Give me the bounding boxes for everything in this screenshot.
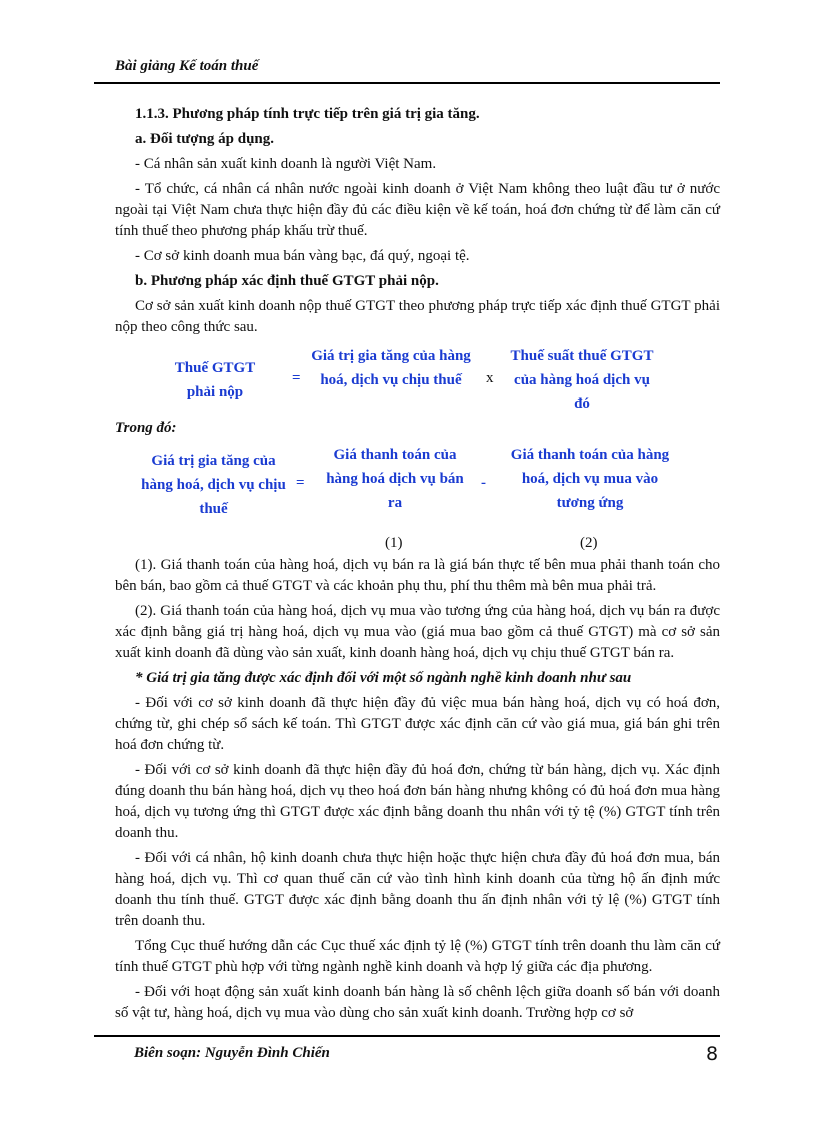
formula2-term2: Giá thanh toán của hàng hoá, dịch vụ mua vào tương ứng xyxy=(510,447,670,511)
subsection-a-heading: a. Đối tượng áp dụng. xyxy=(135,131,275,147)
formula1-term1: Giá trị gia tăng của hàng hoá, dịch vụ chịu thuế xyxy=(311,348,471,388)
footnote-number-1: (1) xyxy=(385,535,403,551)
formula1-term2: Thuế suất thuế GTGT của hàng hoá dịch vụ đó xyxy=(510,348,654,412)
formula2-term1: Giá thanh toán của hàng hoá dịch vụ bán ra xyxy=(326,447,464,511)
footnote-number-2: (2) xyxy=(580,535,598,551)
a-item-3: - Cơ sở kinh doanh mua bán vàng bạc, đá quý, ngoại tệ. xyxy=(135,248,470,264)
paragraph-3: - Đối với cơ sở kinh doanh đã thực hiện đầy đủ việc mua bán hàng hoá, dịch vụ có hoá đơn, chứng từ, ghi chép sổ sách kế toán. Thì GTGT được xác định căn cứ vào giá mua, giá bán ghi trên hoá đơn chứng từ. xyxy=(115,695,720,753)
paragraph-2: (2). Giá thanh toán của hàng hoá, dịch vụ mua vào tương ứng của hàng hoá, dịch vụ bán ra được xác định bằng giá trị hàng hoá, dịch vụ mua vào (giá mua bao gồm cả thuế GTGT) mà cơ sở sản xuất kinh doanh đã dùng vào sản xuất, kinh doanh hàng hoá, dịch vụ chịu thuế GTGT bán ra. xyxy=(115,603,720,661)
paragraph-6: Tổng Cục thuế hướng dẫn các Cục thuế xác định tỷ lệ (%) GTGT tính trên doanh thu làm căn cứ tính thuế GTGT phù hợp với từng ngành nghề kinh doanh và hợp lý giữa các địa phương. xyxy=(115,938,720,975)
formula1-equals: = xyxy=(292,370,301,386)
formula2-equals: = xyxy=(296,475,305,491)
formula-value-added xyxy=(115,443,720,529)
where-label: Trong đó: xyxy=(115,420,177,436)
page-content xyxy=(115,104,720,1028)
page-header-title: Bài giảng Kế toán thuế xyxy=(115,58,259,74)
paragraph-1: (1). Giá thanh toán của hàng hoá, dịch vụ bán ra là giá bán thực tế bên mua phải thanh toán cho bên bán, bao gồm cả thuế GTGT và các khoản phụ thu, phí thu thêm mà bên mua phải trả. xyxy=(115,557,720,594)
formula2-footnote-numbers xyxy=(115,533,720,555)
formula-vat-payable xyxy=(115,344,720,414)
a-item-2: - Tổ chức, cá nhân cá nhân nước ngoài kinh doanh ở Việt Nam không theo luật đầu tư ở nước ngoài tại Việt Nam chưa thực hiện đầy đủ các điều kiện về kế toán, hoá đơn chứng từ để làm căn cứ tính thuế theo phương pháp khấu trừ thuế. xyxy=(115,181,720,239)
subsection-b-heading: b. Phương pháp xác định thuế GTGT phải nộp. xyxy=(135,273,439,289)
footer-rule xyxy=(94,1035,720,1037)
formula2-minus: - xyxy=(481,475,486,491)
value-added-sub-heading: * Giá trị gia tăng được xác định đối với một số ngành nghề kinh doanh như sau xyxy=(135,670,632,686)
formula2-lhs: Giá trị gia tăng của hàng hoá, dịch vụ chịu thuế xyxy=(141,453,286,517)
page-number: 8 xyxy=(706,1043,719,1065)
section-heading: 1.1.3. Phương pháp tính trực tiếp trên giá trị gia tăng. xyxy=(135,106,480,122)
paragraph-4: - Đối với cơ sở kinh doanh đã thực hiện đầy đủ hoá đơn, chứng từ bán hàng, dịch vụ. Xác định đúng doanh thu bán hàng hoá, dịch vụ theo hoá đơn bán hàng nhưng không có đủ hoá đơn mua hàng hoá, dịch vụ tương ứng thì GTGT được xác định bằng doanh thu nhân với tỷ tệ (%) GTGT tính trên doanh thu. xyxy=(115,762,720,841)
paragraph-7: - Đối với hoạt động sản xuất kinh doanh bán hàng là số chênh lệch giữa doanh số bán với doanh số vật tư, hàng hoá, dịch vụ mua vào dùng cho sản xuất kinh doanh. Trường hợp cơ sở xyxy=(115,984,720,1021)
b-intro: Cơ sở sản xuất kinh doanh nộp thuế GTGT theo phương pháp trực tiếp xác định thuế GTGT phải nộp theo công thức sau. xyxy=(115,298,720,335)
paragraph-5: - Đối với cá nhân, hộ kinh doanh chưa thực hiện hoặc thực hiện chưa đầy đủ hoá đơn mua, bán hàng hoá, dịch vụ. Thì cơ quan thuế căn cứ vào tình hình kinh doanh của từng hộ ấn định mức doanh thu tính thuế. GTGT được xác định bằng doanh thu ấn định nhân với tỷ lệ (%) GTGT tính trên doanh thu. xyxy=(115,850,720,929)
formula1-lhs: Thuế GTGT phải nộp xyxy=(174,360,256,400)
formula1-multiply: x xyxy=(486,370,494,386)
header-rule xyxy=(94,82,720,84)
footer-author: Biên soạn: Nguyễn Đình Chiến xyxy=(134,1045,330,1061)
a-item-1: - Cá nhân sản xuất kinh doanh là người Việt Nam. xyxy=(135,156,437,172)
